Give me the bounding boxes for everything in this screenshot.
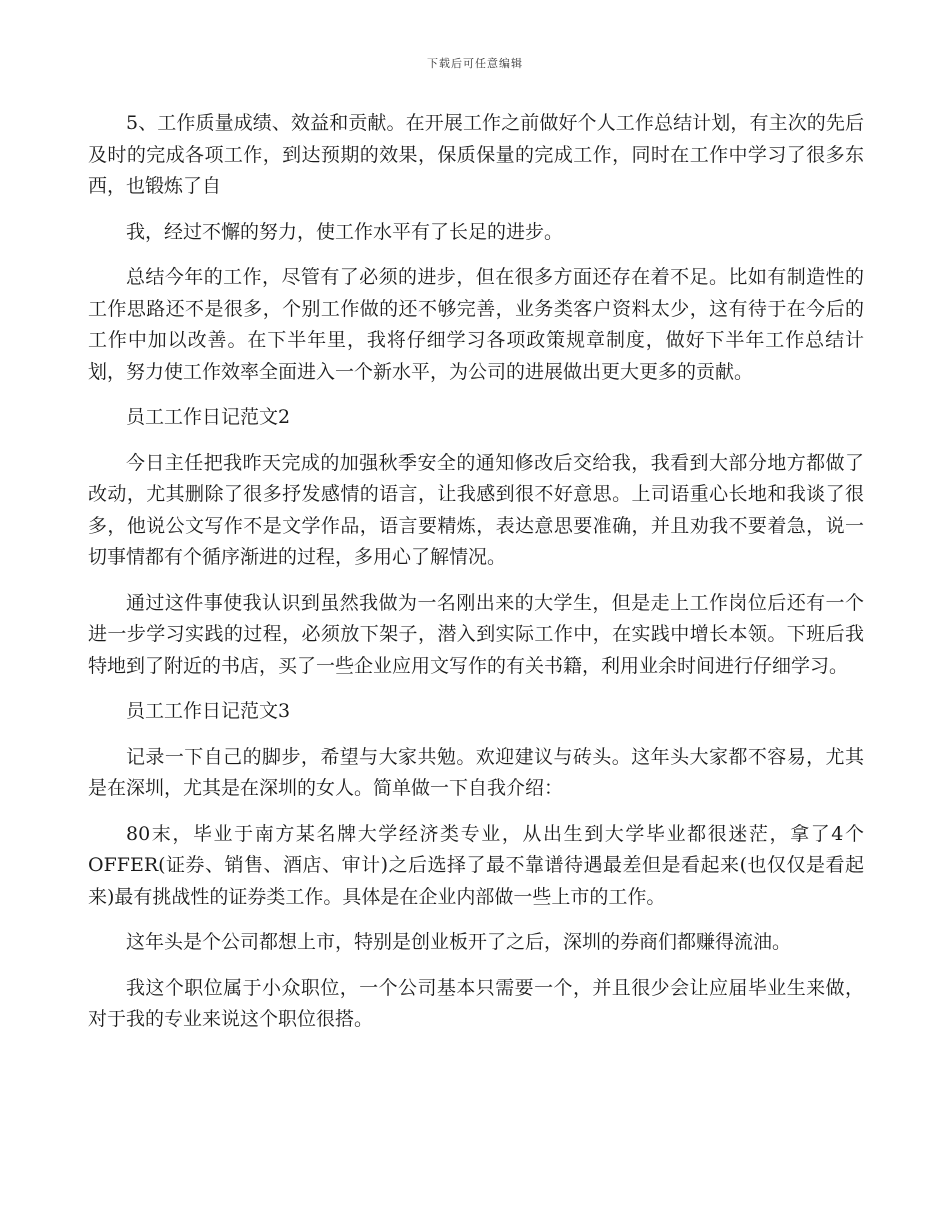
section-heading-diary-2: 员工工作日记范文2 [126, 406, 291, 428]
section-heading-diary-3: 员工工作日记范文3 [126, 700, 291, 722]
paragraph-diary-3-intro: 记录一下自己的脚步，希望与大家共勉。欢迎建议与砖头。这年头大家都不容易，尤其是在深圳，尤其是在深圳的女人。简单做一下自我介绍： [88, 745, 864, 799]
paragraph-diary-3-background: 80末，毕业于南方某名牌大学经济类专业，从出生到大学毕业都很迷茫，拿了4个OFFER(证券、销售、酒店、审计)之后选择了最不靠谱待遇最差但是看起来(也仅仅是看起来)最有挑战性的证券类工作。具体是在企业内部做一些上市的工作。 [88, 822, 864, 908]
paragraph-summary: 总结今年的工作，尽管有了必须的进步，但在很多方面还存在着不足。比如有制造性的工作思路还不是很多，个别工作做的还不够完善，业务类客户资料太少，这有待于在今后的工作中加以改善。在下半年里，我将仔细学习各项政策规章制度，做好下半年工作总结计划，努力使工作效率全面进入一个新水平，为公司的进展做出更大更多的贡献。 [88, 266, 864, 383]
paragraph-diary-2-body: 今日主任把我昨天完成的加强秋季安全的通知修改后交给我，我看到大部分地方都做了改动，尤其删除了很多抒发感情的语言，让我感到很不好意思。上司语重心长地和我谈了很多，他说公文写作不是文学作品，语言要精炼，表达意思要准确，并且劝我不要着急，说一切事情都有个循序渐进的过程，多用心了解情况。 [88, 451, 864, 568]
document-body [88, 108, 864, 1050]
paragraph-diary-2-reflection: 通过这件事使我认识到虽然我做为一名刚出来的大学生，但是走上工作岗位后还有一个进一步学习实践的过程，必须放下架子，潜入到实际工作中，在实践中增长本领。下班后我特地到了附近的书店，买了一些企业应用文写作的有关书籍，利用业余时间进行仔细学习。 [88, 591, 864, 677]
page-header: 下载后可任意编辑 [427, 57, 523, 70]
paragraph-diary-3-ipo: 这年头是个公司都想上市，特别是创业板开了之后，深圳的券商们都赚得流油。 [126, 931, 792, 953]
paragraph-work-quality: 5、工作质量成绩、效益和贡献。在开展工作之前做好个人工作总结计划，有主次的先后及时的完成各项工作，到达预期的效果，保质保量的完成工作，同时在工作中学习了很多东西，也锻炼了自 [88, 112, 864, 197]
paragraph-diary-3-position: 我这个职位属于小众职位，一个公司基本只需要一个，并且很少会让应届毕业生来做，对于我的专业来说这个职位很搭。 [88, 976, 864, 1030]
paragraph-progress: 我，经过不懈的努力，使工作水平有了长足的进步。 [126, 220, 564, 243]
